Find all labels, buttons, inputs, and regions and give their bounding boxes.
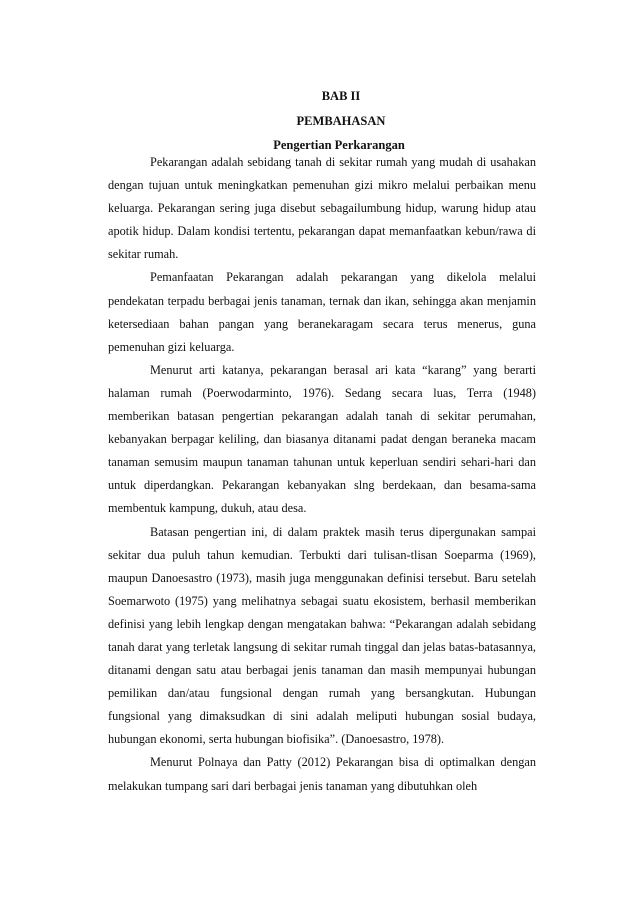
paragraph: Menurut arti katanya, pekarangan berasal ari kata “karang” yang berarti halaman rumah (Poerwodarminto, 1976). Sedang secara luas, Terra (1948) memberikan batasan pengertian pekarangan adalah tanah di sekitar perumahan, kebanyakan berpagar keliling, dan biasanya ditanami padat dengan beraneka macam tanaman semusim maupun tanaman tahunan untuk keperluan sendiri sehari-hari dan untuk diperdangkan. Pekarangan kebanyakan slng berdekaan, dan besama-sama membentuk kampung, dukuh, atau desa. (108, 362, 536, 516)
chapter-heading: BAB II (321, 89, 361, 103)
paragraph: Pemanfaatan Pekarangan adalah pekarangan yang dikelola melalui pendekatan terpadu berbagai jenis tanaman, ternak dan ikan, sehingga akan menjamin ketersediaan bahan pangan yang beranekaragam secara terus menerus, guna pemenuhan gizi keluarga. (108, 270, 536, 354)
chapter-title: PEMBAHASAN (296, 114, 386, 128)
paragraph: Menurut Polnaya dan Patty (2012) Pekarangan bisa di optimalkan dengan melakukan tumpang sari dari berbagai jenis tanaman yang dibutuhkan oleh (108, 755, 536, 793)
paragraph: Batasan pengertian ini, di dalam praktek masih terus dipergunakan sampai sekitar dua puluh tahun kemudian. Terbukti dari tulisan-tlisan Soeparma (1969), maupun Danoesastro (1973), masih juga menggunakan definisi tersebut. Baru setelah Soemarwoto (1975) yang melihatnya sebagai suatu ekosistem, berhasil memberikan definisi yang lebih lengkap dengan mengatakan bahwa: “Pekarangan adalah sebidang tanah darat yang terletak langsung di sekitar rumah tinggal dan jelas batas-batasannya, ditanami dengan satu atau berbagai jenis tanaman dan masih mempunyai hubungan pemilikan dan/atau fungsional dengan rumah yang bersangkutan. Hubungan fungsional yang dimaksudkan di sini adalah meliputi hubungan sosial budaya, hubungan ekonomi, serta hubungan biofisika”. (Danoesastro, 1978). (108, 524, 536, 747)
paragraph: Pekarangan adalah sebidang tanah di sekitar rumah yang mudah di usahakan dengan tujuan untuk meningkatkan pemenuhan gizi mikro melalui perbaikan menu keluarga. Pekarangan sering juga disebut sebagailumbung hidup, warung hidup atau apotik hidup. Dalam kondisi tertentu, pekarangan dapat memanfaatkan kebun/rawa di sekitar rumah. (108, 155, 536, 262)
body-text (108, 151, 536, 798)
section-subtitle: Pengertian Perkarangan (273, 138, 405, 152)
